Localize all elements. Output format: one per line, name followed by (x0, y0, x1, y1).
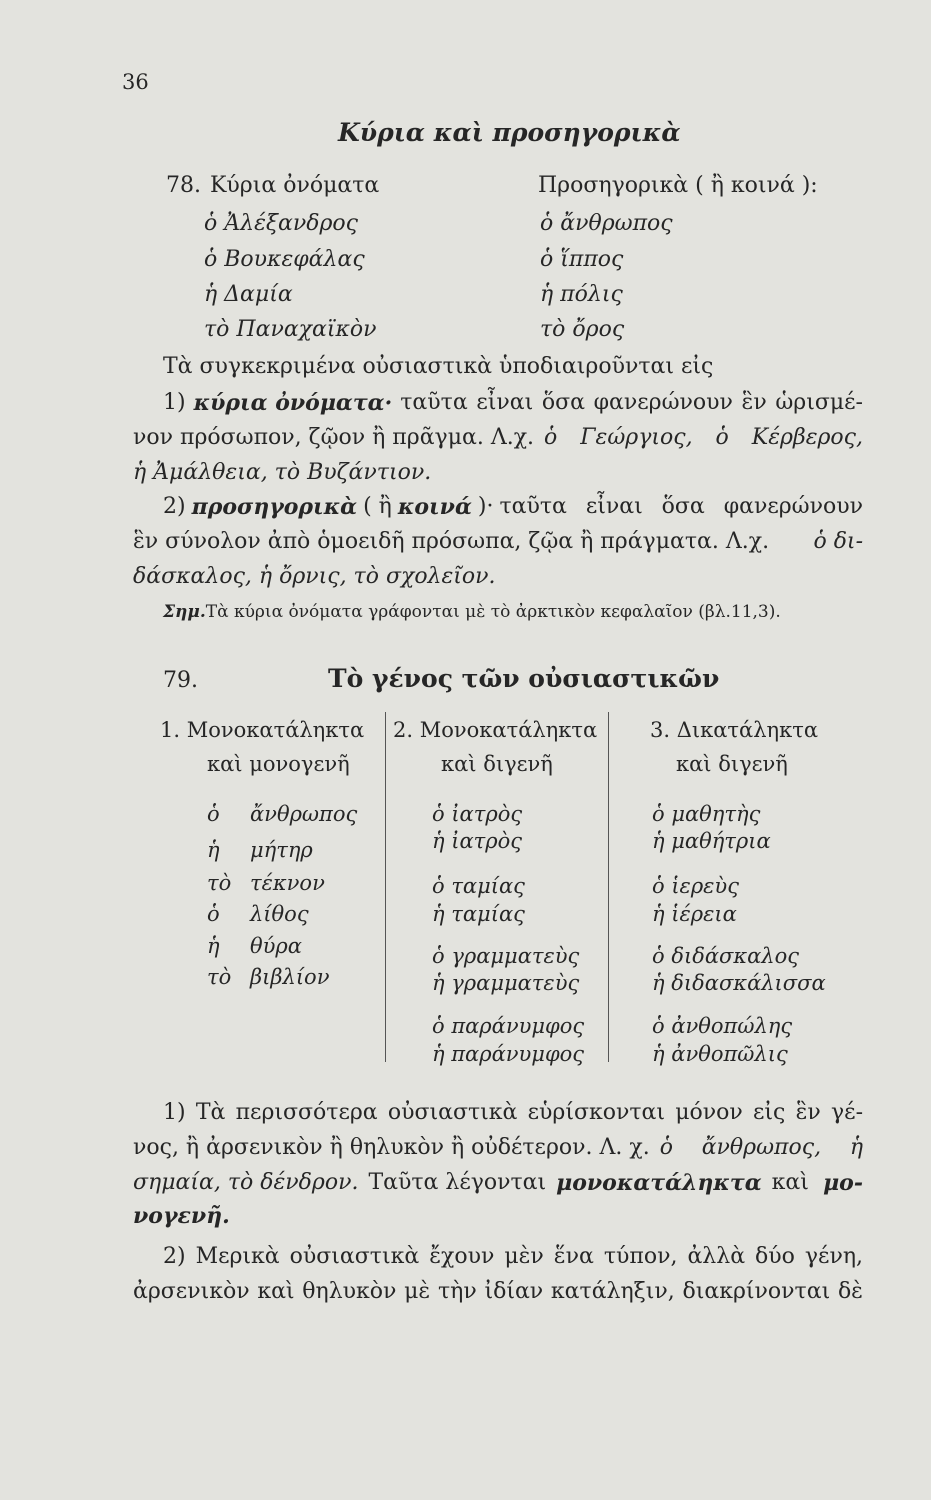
col2-item: ἡ γραμματεὺς (432, 971, 580, 995)
r1-line2-example: ὁ ἄνθρωπος, ἡ (659, 1135, 863, 1160)
col3-item: ὁ ἀνθοπώλης (652, 1014, 793, 1038)
r1-line3-text: Ταῦτα λέγονται (368, 1170, 547, 1195)
col1-subheading: καὶ μονογενῆ (207, 752, 350, 776)
proper-heading: Κύρια ὀνόματα (210, 173, 380, 198)
p2-line2-example: ὁ δι- (813, 529, 863, 554)
col2-item: ἡ ταμίας (432, 902, 525, 926)
col3-item: ἡ ἀνθοπῶλις (652, 1042, 788, 1066)
proper-example: ὁ Ἀλέξανδρος (204, 211, 358, 236)
r2-line1: 2) Μερικὰ οὐσιαστικὰ ἔχουν μὲν ἕνα τύπον, ἀλλὰ δύο γένη, (163, 1244, 863, 1269)
p2-line1 (163, 494, 863, 520)
common-example: ἡ πόλις (540, 282, 623, 307)
p2-paren-open: ( ἢ (363, 494, 392, 519)
col1-noun: ἄνθρωπος (250, 802, 358, 826)
col1-article: ἡ (207, 934, 220, 958)
col2-item: ὁ γραμματεὺς (432, 944, 580, 968)
proper-example: τὸ Παναχαϊκὸν (204, 317, 377, 342)
r1-line2 (133, 1135, 863, 1160)
p2-line2 (133, 529, 863, 554)
paragraph-divide: Τὰ συγκεκριμένα οὐσιαστικὰ ὑποδιαιροῦνται εἰς (163, 354, 714, 379)
p2-term2: κοινά (397, 494, 472, 520)
col1-article: τὸ (207, 871, 232, 895)
col1-article: ὁ (207, 802, 220, 826)
col3-item: ὁ ἱερεὺς (652, 874, 739, 898)
p1-line2-text: νον πρόσωπον, ζῷον ἢ πρᾶγμα. Λ.χ. (133, 425, 535, 450)
p2-number: 2) (163, 494, 186, 519)
col1-heading: 1. Μονοκατάληκτα (160, 718, 365, 742)
col1-noun: βιβλίον (250, 965, 330, 989)
r1-term2-part1: μο- (823, 1170, 863, 1196)
p1-line3-example: ἡ Ἀμάλθεια, τὸ Βυζάντιον. (133, 460, 432, 485)
note (163, 602, 781, 622)
s78-number: 78. (166, 173, 201, 198)
col2-item: ὁ παράνυμφος (432, 1014, 585, 1038)
note-label: Σημ. (163, 602, 206, 622)
column-divider (608, 712, 609, 1062)
p1-line2-example: ὁ Γεώργιος, ὁ Κέρβερος, (544, 425, 863, 450)
col1-article: ἡ (207, 838, 220, 862)
p1-line2 (133, 425, 863, 450)
col2-item: ἡ ἰατρὸς (432, 829, 523, 853)
r1-line1: 1) Τὰ περισσότερα οὐσιαστικὰ εὑρίσκονται μόνον εἰς ἓν γέ- (163, 1100, 863, 1125)
col2-item: ἡ παράνυμφος (432, 1042, 585, 1066)
r2-line2: ἀρσενικὸν καὶ θηλυκὸν μὲ τὴν ἰδίαν κατάληξιν, διακρίνονται δὲ (133, 1279, 863, 1304)
p1-term: κύρια ὀνόματα· (193, 390, 393, 416)
r1-term1: μονοκατάληκτα (556, 1170, 762, 1196)
note-text: Τὰ κύρια ὀνόματα γράφονται μὲ τὸ ἀρκτικὸν κεφαλαῖον (βλ.11,3). (205, 602, 781, 622)
col1-noun: θύρα (250, 934, 302, 958)
col2-item: ὁ ἰατρὸς (432, 802, 523, 826)
col2-heading: 2. Μονοκατάληκτα (393, 718, 598, 742)
col3-heading: 3. Δικατάληκτα (650, 718, 819, 742)
section-title: Κύρια καὶ προσηγορικὰ (338, 118, 681, 147)
col1-article: ὁ (207, 902, 220, 926)
column-divider (385, 712, 386, 1062)
p2-line2-text: ἓν σύνολον ἀπὸ ὁμοειδῆ πρόσωπα, ζῷα ἢ πράγματα. Λ.χ. (133, 529, 770, 554)
col1-noun: λίθος (250, 902, 309, 926)
p2-line3-example: δάσκαλος, ἡ ὄρνις, τὸ σχολεῖον. (133, 564, 496, 589)
col3-item: ἡ διδασκάλισσα (652, 971, 826, 995)
r1-line3-example: σημαία, τὸ δένδρον. (133, 1170, 359, 1195)
p2-line1-rest: ταῦτα εἶναι ὅσα φανερώνουν (499, 494, 863, 519)
proper-example: ὁ Βουκεφάλας (204, 247, 365, 272)
common-heading: Προσηγορικὰ ( ἢ κοινά ): (538, 173, 818, 198)
s79-number: 79. (163, 668, 198, 693)
common-example: τὸ ὄρος (540, 317, 625, 342)
p2-term1: προσηγορικὰ (191, 494, 358, 520)
col3-item: ἡ μαθήτρια (652, 829, 771, 853)
page-number: 36 (122, 70, 149, 94)
p1-line1 (163, 390, 863, 416)
r1-line2-text: νος, ἢ ἀρσενικὸν ἢ θηλυκὸν ἢ οὐδέτερον. Λ. χ. (133, 1135, 650, 1160)
common-example: ὁ ἄνθρωπος (540, 211, 673, 236)
col3-item: ὁ διδάσκαλος (652, 944, 800, 968)
col2-item: ὁ ταμίας (432, 874, 525, 898)
col1-article: τὸ (207, 965, 232, 989)
p2-paren-close: )· (477, 494, 494, 519)
col1-noun: μήτηρ (250, 838, 313, 862)
common-example: ὁ ἵππος (540, 247, 624, 272)
proper-example: ἡ Δαμία (204, 282, 293, 307)
r1-line3 (133, 1170, 863, 1196)
col2-subheading: καὶ διγενῆ (441, 752, 553, 776)
col3-subheading: καὶ διγενῆ (676, 752, 788, 776)
r1-and: καὶ (771, 1170, 809, 1195)
p1-number: 1) (163, 390, 186, 415)
s79-heading: Τὸ γένος τῶν οὐσιαστικῶν (328, 664, 720, 693)
p1-line1-rest: ταῦτα εἶναι ὅσα φανερώνουν ἓν ὡρισμέ- (400, 390, 863, 415)
col3-item: ἡ ἱέρεια (652, 902, 737, 926)
col1-noun: τέκνον (250, 871, 325, 895)
col3-item: ὁ μαθητὴς (652, 802, 761, 826)
r1-term2-part2: νογενῆ. (133, 1203, 230, 1229)
